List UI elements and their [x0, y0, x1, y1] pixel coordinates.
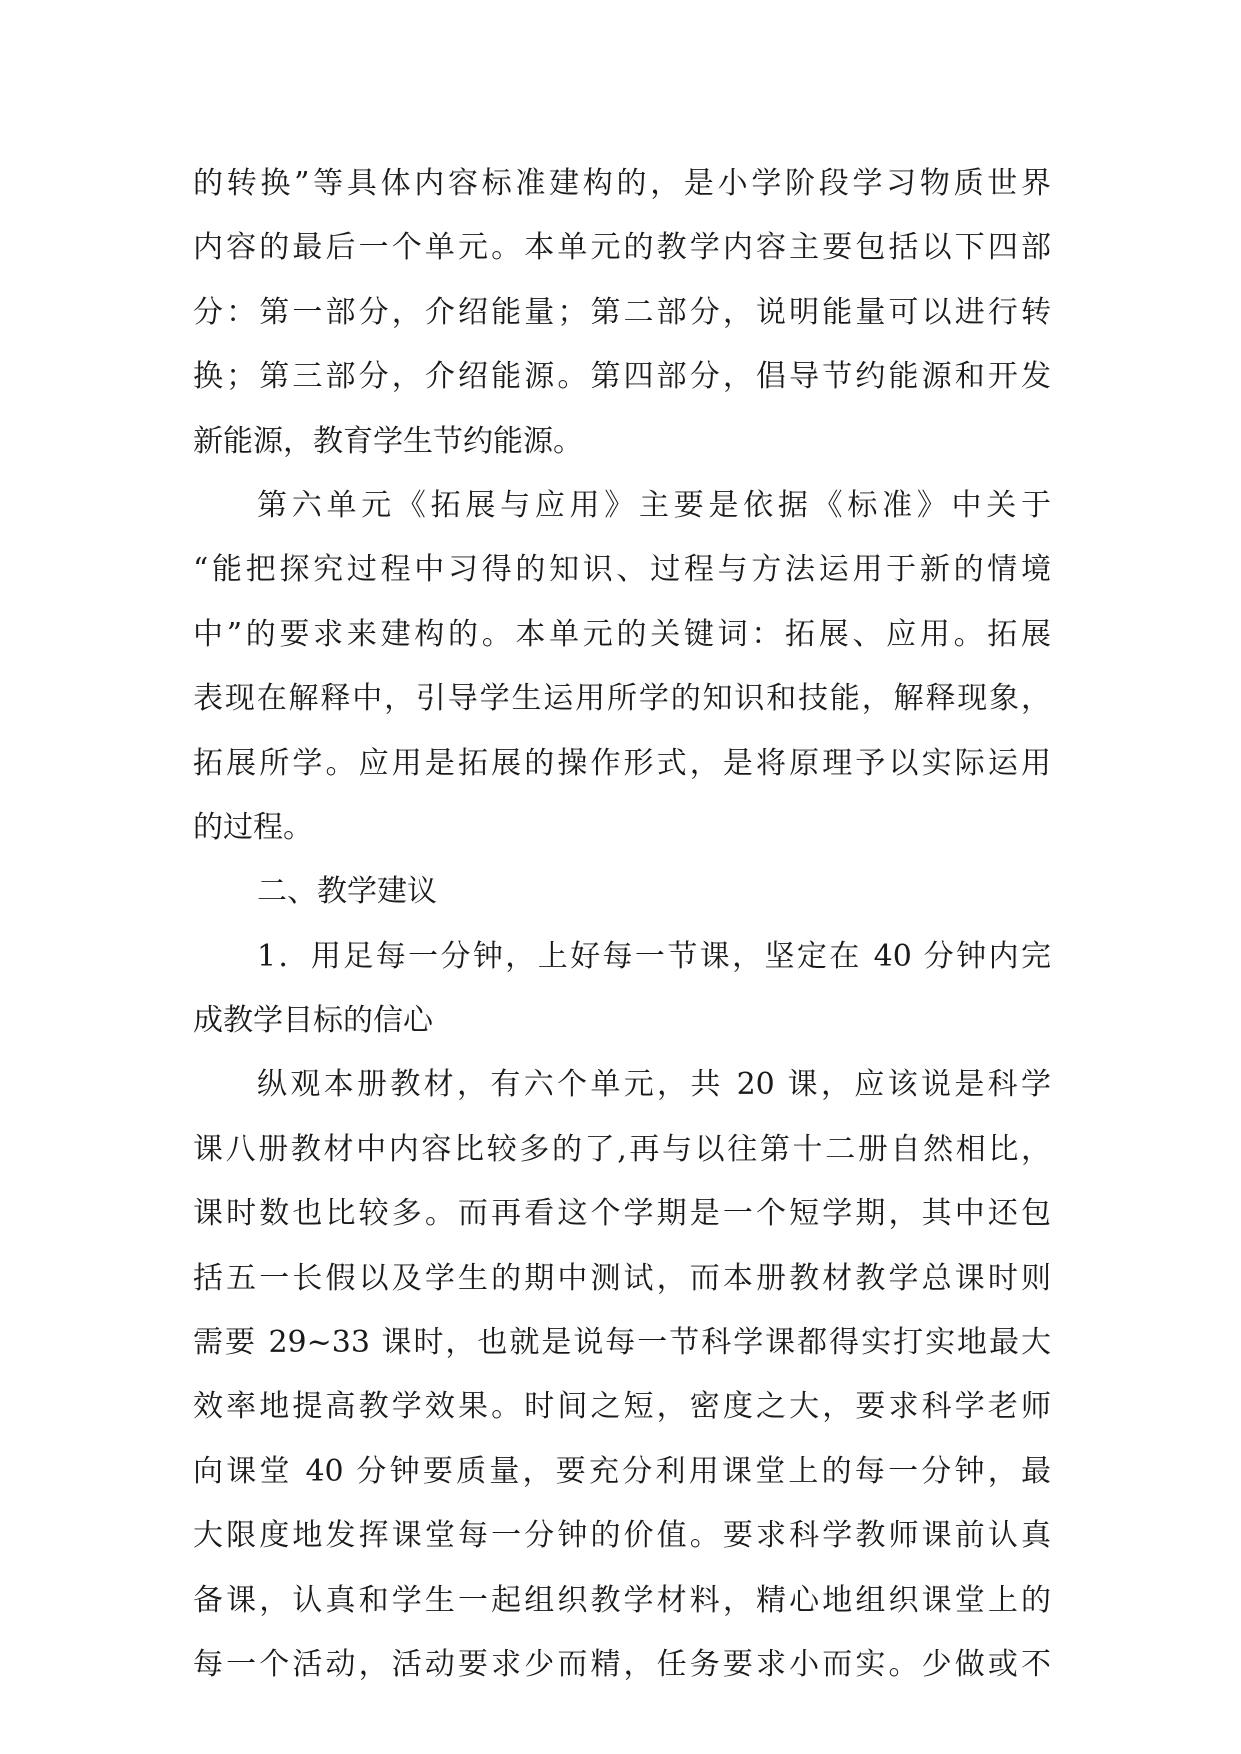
text-line: 括五一长假以及学生的期中测试，而本册教材教学总课时则: [193, 1260, 1051, 1296]
text-line: 的转换”等具体内容标准建构的，是小学阶段学习物质世界: [193, 166, 1051, 201]
text-line: 表现在解释中，引导学生运用所学的知识和技能，解释现象，: [193, 681, 1051, 717]
text-line: 大限度地发挥课堂每一分钟的价值。要求科学教师课前认真: [193, 1518, 1051, 1554]
body-text: [193, 152, 1051, 1697]
text-line: 课时数也比较多。而再看这个学期是一个短学期，其中还包: [193, 1196, 1051, 1232]
text-line: 纵观本册教材，有六个单元，共 20 课，应该说是科学: [257, 1067, 1051, 1103]
text-line: 向课堂 40 分钟要质量，要充分利用课堂上的每一分钟，最: [193, 1453, 1051, 1489]
text-line: 课八册教材中内容比较多的了,再与以往第十二册自然相比，: [193, 1131, 1051, 1167]
subheading-line: 成教学目标的信心: [193, 1003, 433, 1039]
text-line: “能把探究过程中习得的知识、过程与方法运用于新的情境: [193, 552, 1051, 588]
text-line: 分：第一部分，介绍能量；第二部分，说明能量可以进行转: [193, 294, 1051, 330]
text-line: 第六单元《拓展与应用》主要是依据《标准》中关于: [257, 487, 1051, 523]
text-line: 效率地提高教学效果。时间之短，密度之大，要求科学老师: [193, 1389, 1051, 1425]
section-heading: 二、教学建议: [257, 874, 437, 910]
text-line: 每一个活动，活动要求少而精，任务要求小而实。少做或不: [193, 1646, 1051, 1682]
text-line: 新能源，教育学生节约能源。: [193, 423, 583, 459]
subheading-line: 1．用足每一分钟，上好每一节课，坚定在 40 分钟内完: [257, 938, 1051, 974]
text-line: 换；第三部分，介绍能源。第四部分，倡导节约能源和开发: [193, 359, 1051, 395]
text-line: 备课，认真和学生一起组织教学材料，精心地组织课堂上的: [193, 1582, 1051, 1618]
text-line: 的过程。: [193, 809, 313, 845]
text-line: 内容的最后一个单元。本单元的教学内容主要包括以下四部: [193, 230, 1051, 266]
text-line: 中”的要求来建构的。本单元的关键词：拓展、应用。拓展: [193, 616, 1051, 652]
text-line: 需要 29~33 课时，也就是说每一节科学课都得实打实地最大: [193, 1325, 1051, 1361]
text-line: 拓展所学。应用是拓展的操作形式，是将原理予以实际运用: [193, 745, 1051, 781]
